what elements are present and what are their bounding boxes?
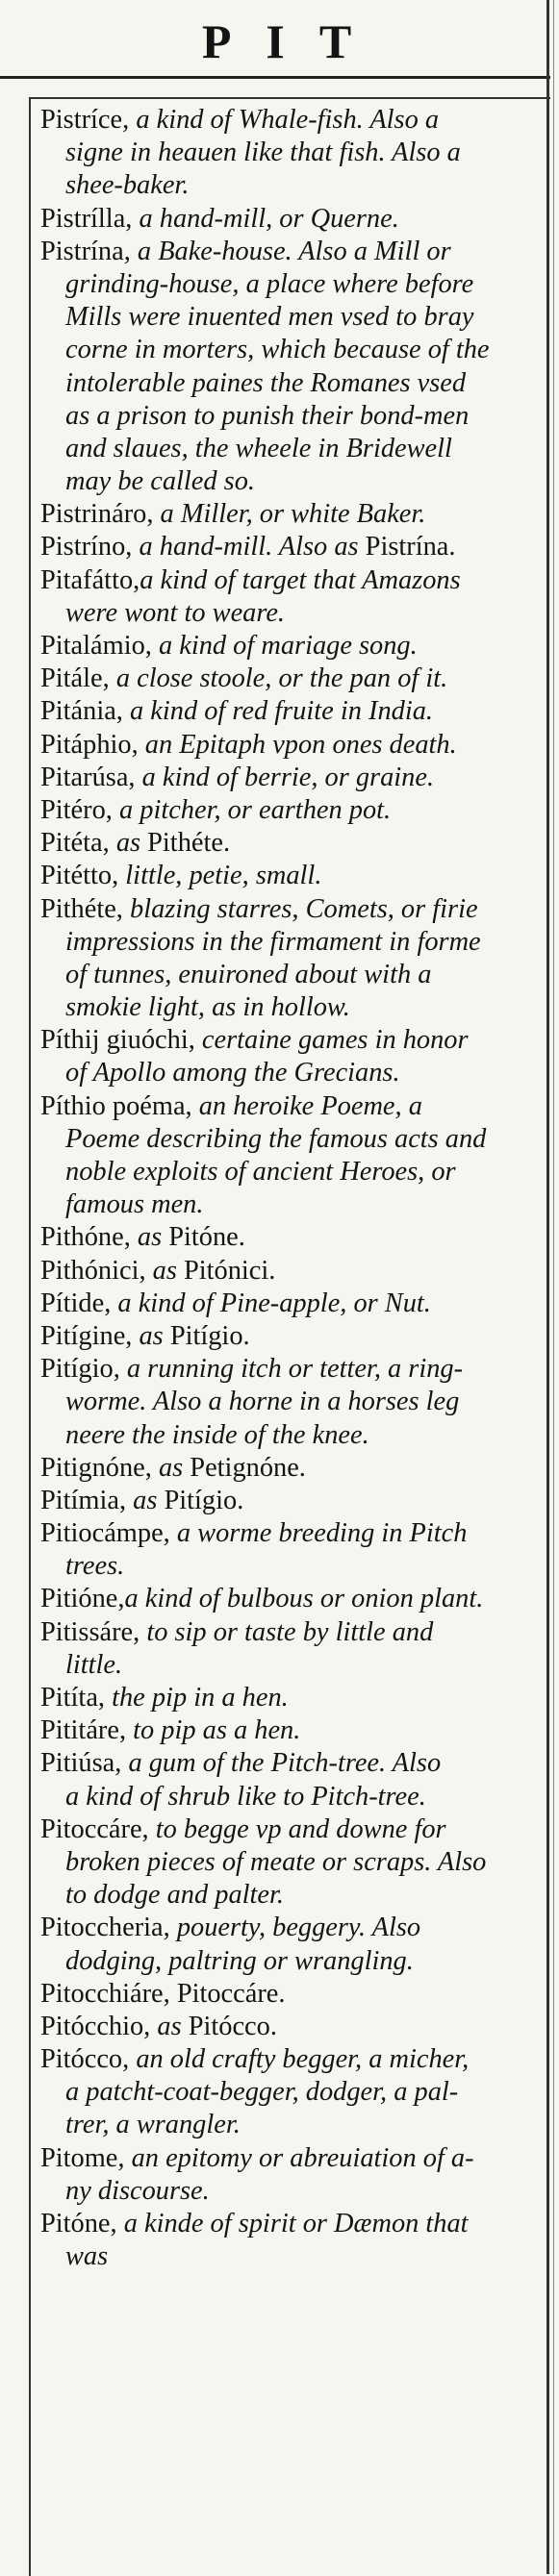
entry-continuation-line	[40, 1550, 541, 1583]
cross-reference: Pitígio.	[164, 1485, 244, 1515]
header-rule	[0, 76, 550, 79]
definition-text: blazing starres, Comets, or firie	[122, 893, 478, 924]
dictionary-entry	[40, 1221, 541, 1254]
dictionary-entry	[40, 1813, 541, 1913]
entry-first-line	[40, 531, 541, 563]
dictionary-entry	[40, 564, 541, 630]
headword: Pitome,	[40, 2142, 125, 2173]
definition-text: intolerable paines the Romanes vsed	[65, 367, 467, 398]
page-header	[0, 0, 559, 83]
dictionary-entry	[40, 1747, 541, 1813]
definition-text: neere the inside of the knee.	[65, 1419, 369, 1450]
definition-text: smokie light, as in hollow.	[65, 992, 350, 1023]
definition-text: worme. Also a horne in a horses leg	[65, 1387, 460, 1417]
definition-text: signe in heauen like that fish. Also a	[65, 138, 461, 168]
dictionary-entry	[40, 2043, 541, 2142]
definition-text: as	[150, 2011, 189, 2041]
entry-first-line	[40, 1320, 541, 1353]
definition-text: ny discourse.	[65, 2175, 210, 2206]
entry-continuation-line	[40, 1945, 541, 1978]
definition-text: corne in morters, which because of the	[65, 335, 490, 365]
definition-text: to dodge and palter.	[65, 1880, 284, 1911]
dictionary-entry	[40, 104, 541, 203]
headword: Pitafátto,	[40, 564, 140, 595]
entry-first-line	[40, 2043, 541, 2076]
definition-text: as	[151, 1452, 191, 1483]
definition-text: pouerty, beggery. Also	[169, 1913, 421, 1943]
headword: Pitignóne,	[40, 1452, 152, 1483]
definition-text: Poeme describing the famous acts and	[65, 1123, 487, 1154]
headword: Pitócchio,	[40, 2011, 151, 2041]
dictionary-entry	[40, 630, 541, 663]
definition-text: dodging, paltring or wrangling.	[65, 1945, 414, 1976]
dictionary-entry	[40, 1090, 541, 1222]
entry-first-line	[40, 564, 541, 597]
entry-first-line	[40, 1221, 541, 1254]
definition-text: a running itch or tetter, a ring-	[119, 1354, 464, 1385]
headword: Pitiúsa,	[40, 1748, 122, 1779]
headword: Pistrináro,	[40, 499, 154, 530]
dictionary-entry	[40, 729, 541, 762]
entry-first-line	[40, 663, 541, 695]
definition-text: a kind of berrie, or graine.	[135, 762, 435, 792]
entry-continuation-line	[40, 465, 541, 498]
definition-text: a hand-mill, or Querne.	[132, 203, 399, 234]
dictionary-entry	[40, 1714, 541, 1747]
headword: Píthij giuóchi,	[40, 1025, 195, 1056]
entry-continuation-line	[40, 2240, 541, 2273]
dictionary-entry	[40, 663, 541, 695]
headword: Pitíta,	[40, 1683, 106, 1713]
headword: Pitalámio,	[40, 631, 152, 661]
headword: Pithéte,	[40, 893, 123, 924]
definition-text: a kinde of spirit or Dæmon that	[116, 2209, 469, 2238]
definition-text: little.	[65, 1649, 123, 1680]
entry-first-line	[40, 104, 541, 137]
cross-reference: Pitócco.	[188, 2011, 277, 2041]
definition-text: as a prison to punish their bond-men	[65, 400, 470, 431]
entry-first-line	[40, 1517, 541, 1550]
headword: Pitissáre,	[40, 1616, 140, 1647]
headword: Pítide,	[40, 1288, 112, 1318]
entry-first-line	[40, 695, 541, 728]
entry-first-line	[40, 1255, 541, 1288]
definition-text: a kind of Pine-apple, or Nut.	[111, 1288, 431, 1318]
entry-first-line	[40, 1288, 541, 1320]
right-border-rule-thin	[553, 0, 554, 2574]
entry-continuation-line	[40, 1781, 541, 1813]
dictionary-entry	[40, 762, 541, 794]
definition-text: an Epitaph vpon ones death.	[138, 729, 457, 760]
headword: Pitígio,	[40, 1354, 120, 1385]
dictionary-entry	[40, 2011, 541, 2043]
definition-text: a kind of mariage song.	[151, 631, 418, 661]
definition-text: as	[130, 1222, 169, 1253]
definition-text: trer, a wrangler.	[65, 2110, 241, 2140]
entry-continuation-line	[40, 2076, 541, 2109]
definition-text: a close stoole, or the pan of it.	[109, 663, 448, 694]
entry-first-line	[40, 1024, 541, 1057]
definition-text: famous men.	[65, 1189, 204, 1220]
entry-continuation-line	[40, 1123, 541, 1156]
definition-text: an epitomy or abreuiation of a-	[124, 2142, 474, 2173]
dictionary-entries	[40, 104, 541, 2273]
definition-text: a kind of shrub like to Pitch-tree.	[65, 1781, 426, 1812]
definition-text: a hand-mill. Also as	[132, 532, 366, 563]
dictionary-entry	[40, 1517, 541, 1583]
definition-text: of Apollo among the Grecians.	[65, 1058, 400, 1088]
cross-reference: Pitóne.	[168, 1222, 245, 1253]
definition-text: the pip in a hen.	[105, 1683, 289, 1713]
dictionary-entry	[40, 1288, 541, 1320]
headword: Pitóne,	[40, 2209, 117, 2238]
cross-reference: Pithéte.	[147, 828, 231, 859]
entry-first-line	[40, 1978, 541, 2011]
entry-first-line	[40, 1485, 541, 1517]
definition-text: an old crafty begger, a micher,	[129, 2044, 470, 2075]
definition-text: to sip or taste by little and	[140, 1616, 434, 1647]
entry-first-line	[40, 893, 541, 926]
entry-continuation-line	[40, 1879, 541, 1912]
definition-text: a kind of red fruite in India.	[122, 696, 433, 727]
cross-reference: Pitónici.	[184, 1255, 276, 1286]
entry-first-line	[40, 630, 541, 663]
dictionary-entry	[40, 1616, 541, 1682]
definition-text: as	[145, 1255, 184, 1286]
headword: Pitáphio,	[40, 729, 139, 760]
entry-first-line	[40, 1714, 541, 1747]
definition-text: a kind of bulbous or onion plant.	[124, 1584, 484, 1614]
headword: Pitétto,	[40, 861, 119, 891]
entry-first-line	[40, 1682, 541, 1714]
dictionary-entry	[40, 498, 541, 531]
headword: Pititáre,	[40, 1715, 127, 1746]
headword: Pitiocámpe,	[40, 1518, 170, 1549]
entry-first-line	[40, 827, 541, 860]
headword: Pistrílla,	[40, 203, 133, 234]
definition-text: to begge vp and downe for	[148, 1813, 446, 1844]
headword: Pitéro,	[40, 794, 113, 825]
entry-continuation-line	[40, 1156, 541, 1188]
entry-continuation-line	[40, 433, 541, 465]
headword: Pithónici,	[40, 1255, 146, 1286]
entry-continuation-line	[40, 400, 541, 433]
headword: Pistrína,	[40, 236, 131, 266]
definition-text: an heroike Poeme, a	[191, 1090, 422, 1121]
entry-first-line	[40, 1813, 541, 1846]
definition-text: shee-baker.	[65, 170, 190, 201]
entry-continuation-line	[40, 2109, 541, 2141]
definition-text: and slaues, the wheele in Bridewell	[65, 433, 452, 463]
dictionary-entry	[40, 893, 541, 1025]
dictionary-entry	[40, 827, 541, 860]
dictionary-entry	[40, 531, 541, 563]
definition-text: a gum of the Pitch-tree. Also	[121, 1748, 442, 1779]
entry-first-line	[40, 794, 541, 827]
entry-first-line	[40, 1747, 541, 1780]
definition-text: a kind of Whale-fish. Also a	[129, 105, 440, 135]
dictionary-entry	[40, 1255, 541, 1288]
definition-text: a pitcher, or earthen pot.	[112, 794, 392, 825]
definition-text: a Bake-house. Also a Mill or	[130, 236, 451, 266]
headword: Pithóne,	[40, 1222, 131, 1253]
dictionary-entry	[40, 1912, 541, 1977]
definition-text: impressions in the firmament in forme	[65, 926, 481, 957]
definition-text: was	[65, 2241, 109, 2272]
definition-text: may be called so.	[65, 466, 255, 497]
definition-text: a patcht-coat-begger, dodger, a pal-	[65, 2077, 459, 2108]
entry-continuation-line	[40, 169, 541, 202]
entry-continuation-line	[40, 334, 541, 366]
entry-first-line	[40, 1616, 541, 1649]
entry-first-line	[40, 1452, 541, 1485]
entry-first-line	[40, 1090, 541, 1123]
dictionary-entry	[40, 1320, 541, 1353]
cross-reference: Pistrína.	[365, 532, 456, 563]
entry-continuation-line	[40, 1419, 541, 1452]
headword: Pitióne,	[40, 1584, 125, 1614]
entry-first-line	[40, 729, 541, 762]
headword: Pistríce,	[40, 105, 130, 135]
entry-first-line	[40, 2011, 541, 2043]
definition-text: to pip as a hen.	[126, 1715, 301, 1746]
cross-reference: Pitígio.	[169, 1320, 250, 1351]
definition-text: a kind of target that Amazons	[140, 564, 461, 595]
definition-text: grinding-house, a place where before	[65, 268, 474, 299]
entry-continuation-line	[40, 1386, 541, 1418]
dictionary-entry	[40, 2142, 541, 2208]
dictionary-entry	[40, 2208, 541, 2273]
headword: Pitoccáre,	[40, 1813, 149, 1844]
definition-text: little, petie, small.	[118, 861, 322, 891]
headword: Pistríno,	[40, 532, 133, 563]
definition-text: Mills were inuented men vsed to bray	[65, 302, 474, 333]
dictionary-entry	[40, 1353, 541, 1452]
headword: Pitígine,	[40, 1320, 133, 1351]
cross-reference: Petignóne.	[190, 1452, 306, 1483]
definition-text: as	[132, 1320, 170, 1351]
headword: Píthio poéma,	[40, 1090, 192, 1121]
dictionary-entry	[40, 236, 541, 499]
definition-text: trees.	[65, 1551, 125, 1582]
definition-text: of tunnes, enuironed about with a	[65, 959, 432, 989]
entry-continuation-line	[40, 301, 541, 334]
entry-first-line	[40, 2208, 541, 2240]
entry-first-line	[40, 1583, 541, 1615]
dictionary-entry	[40, 1682, 541, 1714]
dictionary-entry	[40, 860, 541, 892]
definition-text: were wont to weare.	[65, 597, 286, 628]
entry-continuation-line	[40, 1846, 541, 1879]
dictionary-entry	[40, 1485, 541, 1517]
entry-continuation-line	[40, 926, 541, 959]
dictionary-entry	[40, 695, 541, 728]
headword: Pitarúsa,	[40, 762, 136, 792]
headword: Pitímia,	[40, 1485, 127, 1515]
entry-continuation-line	[40, 991, 541, 1024]
headword: Pitocchiáre, Pitoccáre.	[40, 1978, 286, 2009]
definition-text: certaine games in honor	[194, 1025, 469, 1056]
entry-first-line	[40, 762, 541, 794]
dictionary-entry	[40, 1452, 541, 1485]
entry-first-line	[40, 2142, 541, 2175]
dictionary-entry	[40, 1583, 541, 1615]
entry-continuation-line	[40, 959, 541, 991]
headword: Pitánia,	[40, 696, 123, 727]
dictionary-entry	[40, 1978, 541, 2011]
headword: Pitéta,	[40, 828, 110, 859]
entry-first-line	[40, 203, 541, 236]
entry-first-line	[40, 1353, 541, 1386]
definition-text: as	[126, 1485, 165, 1515]
definition-text: a worme breeding in Pitch	[169, 1518, 468, 1549]
definition-text: noble exploits of ancient Heroes, or	[65, 1157, 456, 1187]
page-title: PIT	[201, 14, 387, 68]
entry-continuation-line	[40, 597, 541, 630]
dictionary-entry	[40, 1024, 541, 1089]
definition-text: a Miller, or white Baker.	[153, 499, 426, 530]
entry-continuation-line	[40, 367, 541, 400]
entry-continuation-line	[40, 1057, 541, 1089]
headword: Pitócco,	[40, 2044, 130, 2075]
entry-continuation-line	[40, 268, 541, 301]
entry-first-line	[40, 498, 541, 531]
headword: Pitále,	[40, 663, 110, 694]
entry-first-line	[40, 1912, 541, 1944]
dictionary-entry	[40, 203, 541, 236]
definition-text: broken pieces of meate or scraps. Also	[65, 1846, 487, 1877]
definition-text: as	[109, 828, 148, 859]
entry-continuation-line	[40, 2175, 541, 2208]
entry-continuation-line	[40, 1649, 541, 1682]
entry-first-line	[40, 236, 541, 268]
entry-first-line	[40, 860, 541, 892]
dictionary-entry	[40, 794, 541, 827]
headword: Pitoccheria,	[40, 1913, 170, 1943]
entry-continuation-line	[40, 1188, 541, 1221]
entry-continuation-line	[40, 137, 541, 169]
